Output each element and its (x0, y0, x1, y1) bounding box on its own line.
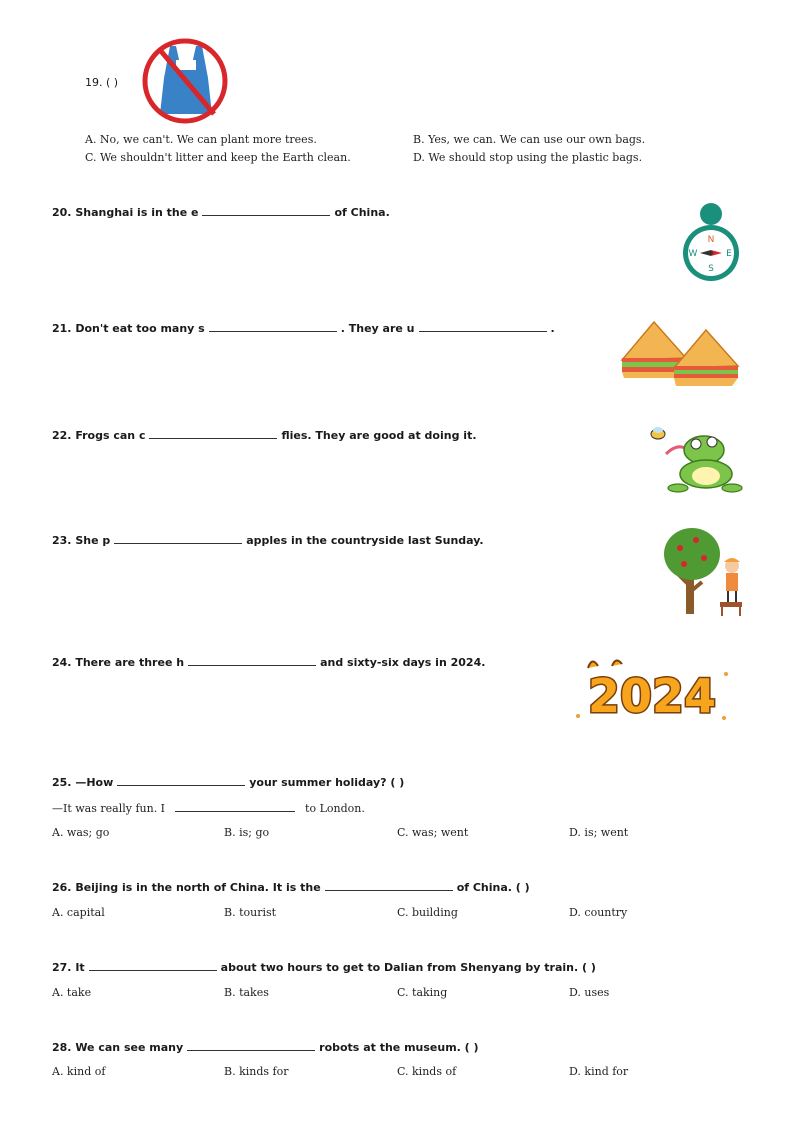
q26-option-a: A. capital (52, 906, 105, 919)
q25-line2-pre: —It was really fun. I (52, 802, 166, 815)
q24-text-post: and sixty-six days in 2024. (320, 656, 486, 669)
answer-blank[interactable] (419, 321, 547, 332)
answer-blank[interactable] (187, 1040, 315, 1051)
compass-e: E (726, 249, 732, 259)
q22-text-post: flies. They are good at doing it. (281, 429, 477, 442)
q25-option-d: D. is; went (569, 826, 629, 839)
q27 (52, 960, 596, 974)
q28-text-pre: 28. We can see many (52, 1041, 184, 1054)
q27-option-d: D. uses (569, 986, 610, 999)
q26-option-c: C. building (397, 906, 458, 919)
answer-blank[interactable] (209, 321, 337, 332)
q26-option-d: D. country (569, 906, 628, 919)
q22 (52, 428, 477, 442)
q26-text-pre: 26. Beijing is in the north of China. It is the (52, 881, 321, 894)
q25-line2 (52, 801, 365, 815)
q19-option-b: B. Yes, we can. We can use our own bags. (413, 133, 646, 146)
year-2024-graphic (572, 656, 732, 728)
q27-option-a: A. take (52, 986, 92, 999)
q26-text-post: of China. ( ) (456, 881, 530, 894)
q28-text-post: robots at the museum. ( ) (319, 1041, 479, 1054)
q27-text-pre: 27. It (52, 961, 85, 974)
sandwiches-icon (614, 318, 742, 388)
apple-tree-girl-icon (662, 526, 746, 618)
q19-label: 19. ( ) (85, 76, 119, 89)
q23-text-post: apples in the countryside last Sunday. (246, 534, 484, 547)
compass-w: W (688, 249, 698, 259)
q24 (52, 655, 485, 669)
q21-text-mid: . They are u (340, 322, 415, 335)
q20 (52, 205, 390, 219)
answer-blank[interactable] (188, 655, 316, 666)
compass-n: N (707, 235, 715, 245)
q25-text-post: your summer holiday? ( ) (249, 776, 405, 789)
q23 (52, 533, 484, 547)
answer-blank[interactable] (89, 960, 217, 971)
q28-option-d: D. kind for (569, 1065, 629, 1078)
compass-icon (678, 200, 744, 284)
frog-icon (644, 424, 744, 496)
q22-text-pre: 22. Frogs can c (52, 429, 146, 442)
q25-option-a: A. was; go (52, 826, 110, 839)
compass-s: S (708, 264, 714, 274)
q19-option-d: D. We should stop using the plastic bags. (413, 151, 643, 164)
q27-option-c: C. taking (397, 986, 448, 999)
q28 (52, 1040, 479, 1054)
no-plastic-bag-icon (136, 38, 234, 124)
q20-text-pre: 20. Shanghai is in the e (52, 206, 199, 219)
q28-option-c: C. kinds of (397, 1065, 457, 1078)
q28-option-a: A. kind of (52, 1065, 106, 1078)
q21-text-pre: 21. Don't eat too many s (52, 322, 205, 335)
q28-option-b: B. kinds for (224, 1065, 289, 1078)
answer-blank[interactable] (325, 880, 453, 891)
answer-blank[interactable] (117, 775, 245, 786)
q19-option-a: A. No, we can't. We can plant more trees. (85, 133, 317, 146)
answer-blank[interactable] (149, 428, 277, 439)
q25-option-c: C. was; went (397, 826, 469, 839)
q21 (52, 321, 555, 335)
q21-text-post: . (550, 322, 555, 335)
q20-text-post: of China. (334, 206, 390, 219)
q27-text-post: about two hours to get to Dalian from Shenyang by train. ( ) (220, 961, 596, 974)
q27-option-b: B. takes (224, 986, 269, 999)
q26 (52, 880, 530, 894)
answer-blank[interactable] (175, 801, 295, 812)
q19-option-c: C. We shouldn't litter and keep the Earth clean. (85, 151, 351, 164)
q23-text-pre: 23. She p (52, 534, 111, 547)
q25-text-pre: 25. —How (52, 776, 114, 789)
year-2024-text: 2024 (587, 669, 717, 723)
q24-text-pre: 24. There are three h (52, 656, 185, 669)
answer-blank[interactable] (202, 205, 330, 216)
answer-blank[interactable] (114, 533, 242, 544)
q25 (52, 775, 404, 789)
q25-option-b: B. is; go (224, 826, 270, 839)
q25-line2-post: to London. (305, 802, 365, 815)
q26-option-b: B. tourist (224, 906, 277, 919)
